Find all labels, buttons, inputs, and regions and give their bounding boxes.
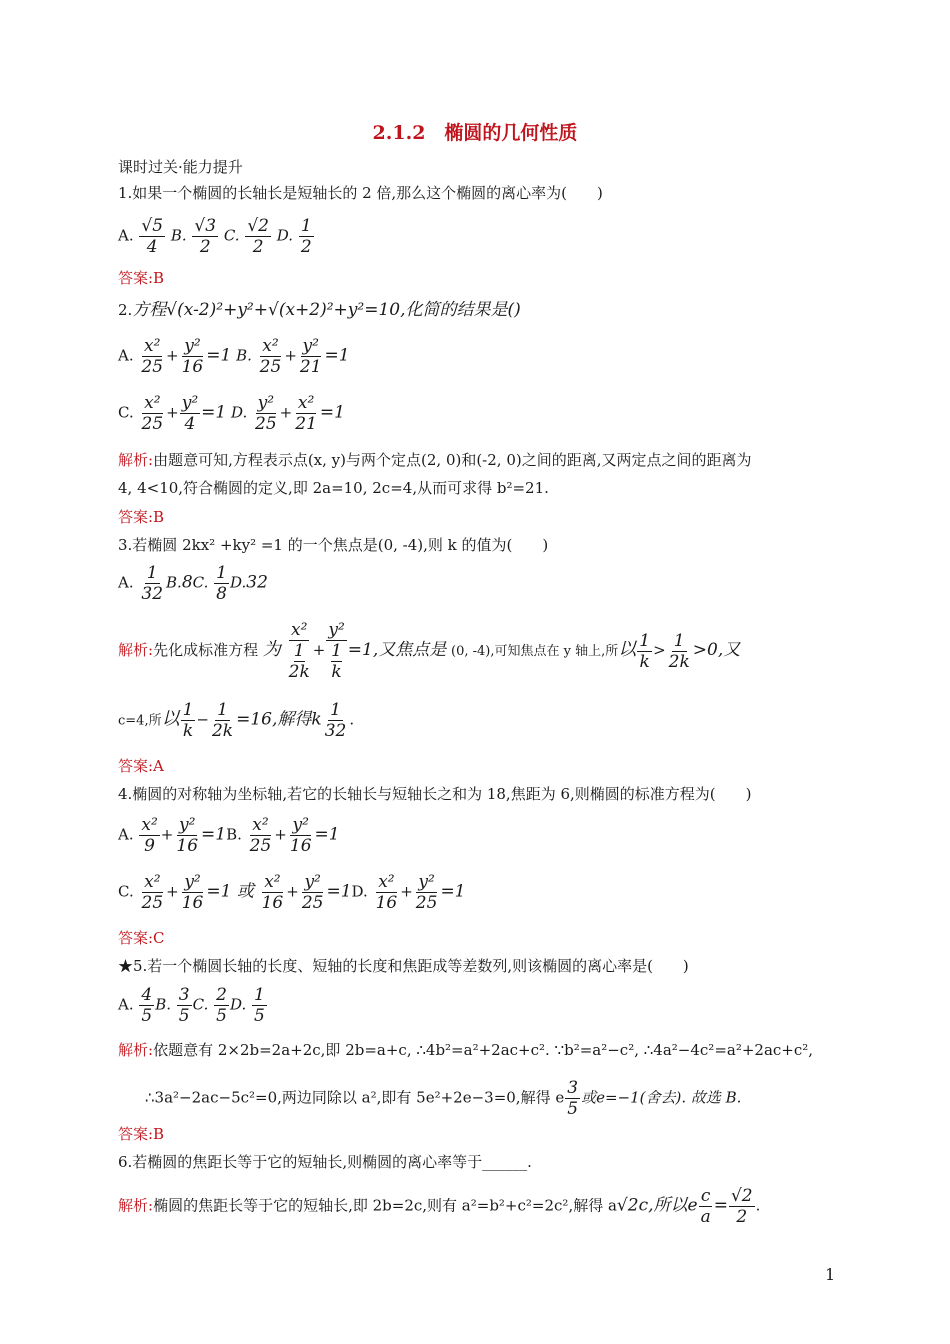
question-5-explanation: 解析:依题意有 2×2b=2a+2c,即 2b=a+c, ∴4b²=a²+2ac+c². ∵b²=a²−c², ∴4a²−4c²=a²+2ac+c², xyxy=(118,1041,814,1059)
page-number: 1 xyxy=(825,1265,836,1284)
question-5-options: A. $\frac{4}{5}$ B. $\frac{3}{5}$ C. $\frac{2}{5}$ D. $\frac{1}{5}$ xyxy=(118,985,265,1026)
question-6-stem: 6.若椭圆的焦距长等于它的短轴长,则椭圆的离心率等于______. xyxy=(118,1153,532,1171)
question-4-options-cd: C. $\frac{\text{x²}}{25}$ + $\frac{\text{y²}}{16}$ =1 或 $\frac{\text{x²}}{16}$ + $\frac{\text{y²}}{25}$ =1D. $\frac{\text{x²}}{16}$ + $\frac{\text{y²}}{25}$ =1 xyxy=(118,872,466,913)
question-3-explanation: 解析:先化成标准方程 为 x² 1 2k + y² 1 k =1,又焦点是 (0, -4),可知焦点在 y 轴上,所以 $\frac{1}{k}$ > $\frac{1}{2k}$ >0,又 xyxy=(118,620,741,682)
question-3-stem: 3.若椭圆 2kx² +ky² =1 的一个焦点是(0, -4),则 k 的值为( ) xyxy=(118,536,549,554)
question-5-answer: 答案:B xyxy=(118,1125,165,1143)
page-title: 2.1.2 椭圆的几何性质 xyxy=(372,122,578,144)
question-4-stem: 4.椭圆的对称轴为坐标轴,若它的长轴长与短轴长之和为 18,焦距为 6,则椭圆的标准方程为( ) xyxy=(118,785,752,803)
question-3-options: A. $\frac{1}{32}$ B.8C. $\frac{1}{8}$ D.32 xyxy=(118,563,268,604)
question-4-options-ab: A. $\frac{\text{x²}}{9}$ + $\frac{\text{y²}}{16}$ =1B. $\frac{\text{x²}}{25}$ + $\frac{\text{y²}}{16}$ =1 xyxy=(118,815,340,856)
question-4-answer: 答案:C xyxy=(118,929,165,947)
question-1-stem: 1.如果一个椭圆的长轴长是短轴长的 2 倍,那么这个椭圆的离心率为( ) xyxy=(118,184,603,202)
question-3-answer: 答案:A xyxy=(118,757,164,775)
question-2-options-cd: C. $\frac{\text{x²}}{25}$ + $\frac{\text{y²}}{4}$ =1 D. $\frac{\text{y²}}{25}$ + $\frac{\text{x²}}{21}$ =1 xyxy=(118,393,345,434)
question-5-explanation-cont: ∴3a²−2ac−5c²=0,两边同除以 a²,即有 5e²+2e−3=0,解得 e $\frac{3}{5}$ 或e=−1(舍去). 故选 B. xyxy=(145,1078,742,1119)
question-5-stem: ★5.若一个椭圆长轴的长度、短轴的长度和焦距成等差数列,则该椭圆的离心率是( ) xyxy=(118,957,689,975)
question-2-options-ab: A. $\frac{\text{x²}}{25}$ + $\frac{\text{y²}}{16}$ =1 B. $\frac{\text{x²}}{25}$ + $\frac{\text{y²}}{21}$ =1 xyxy=(118,336,350,377)
question-1-options: A. $\frac{√5}{4}$ B. $\frac{√3}{2}$ C. $\frac{√2}{2}$ D. $\frac{1}{2}$ xyxy=(118,216,312,257)
question-1-answer: 答案:B xyxy=(118,269,165,287)
section-label: 课时过关·能力提升 xyxy=(118,158,243,176)
question-3-explanation-cont: c=4,所以 $\frac{1}{k}$ − $\frac{1}{2k}$ =16,解得k $\frac{1}{32}$ . xyxy=(118,700,355,741)
question-2-answer: 答案:B xyxy=(118,508,165,526)
question-2-stem: 2.方程√(x-2)²+y²+√(x+2)²+y²=10,化简的结果是() xyxy=(118,300,521,320)
question-2-explanation: 解析:由题意可知,方程表示点(x, y)与两个定点(2, 0)和(-2, 0)之间的距离,又两定点之间的距离为 xyxy=(118,451,752,469)
question-6-explanation: 解析:椭圆的焦距长等于它的短轴长,即 2b=2c,则有 a²=b²+c²=2c²,解得 a√2c,所以e $\frac{c}{a}$ = $\frac{√2}{2}$ . xyxy=(118,1186,761,1227)
question-2-explanation-cont: 4, 4<10,符合椭圆的定义,即 2a=10, 2c=4,从而可求得 b²=21. xyxy=(118,479,549,497)
